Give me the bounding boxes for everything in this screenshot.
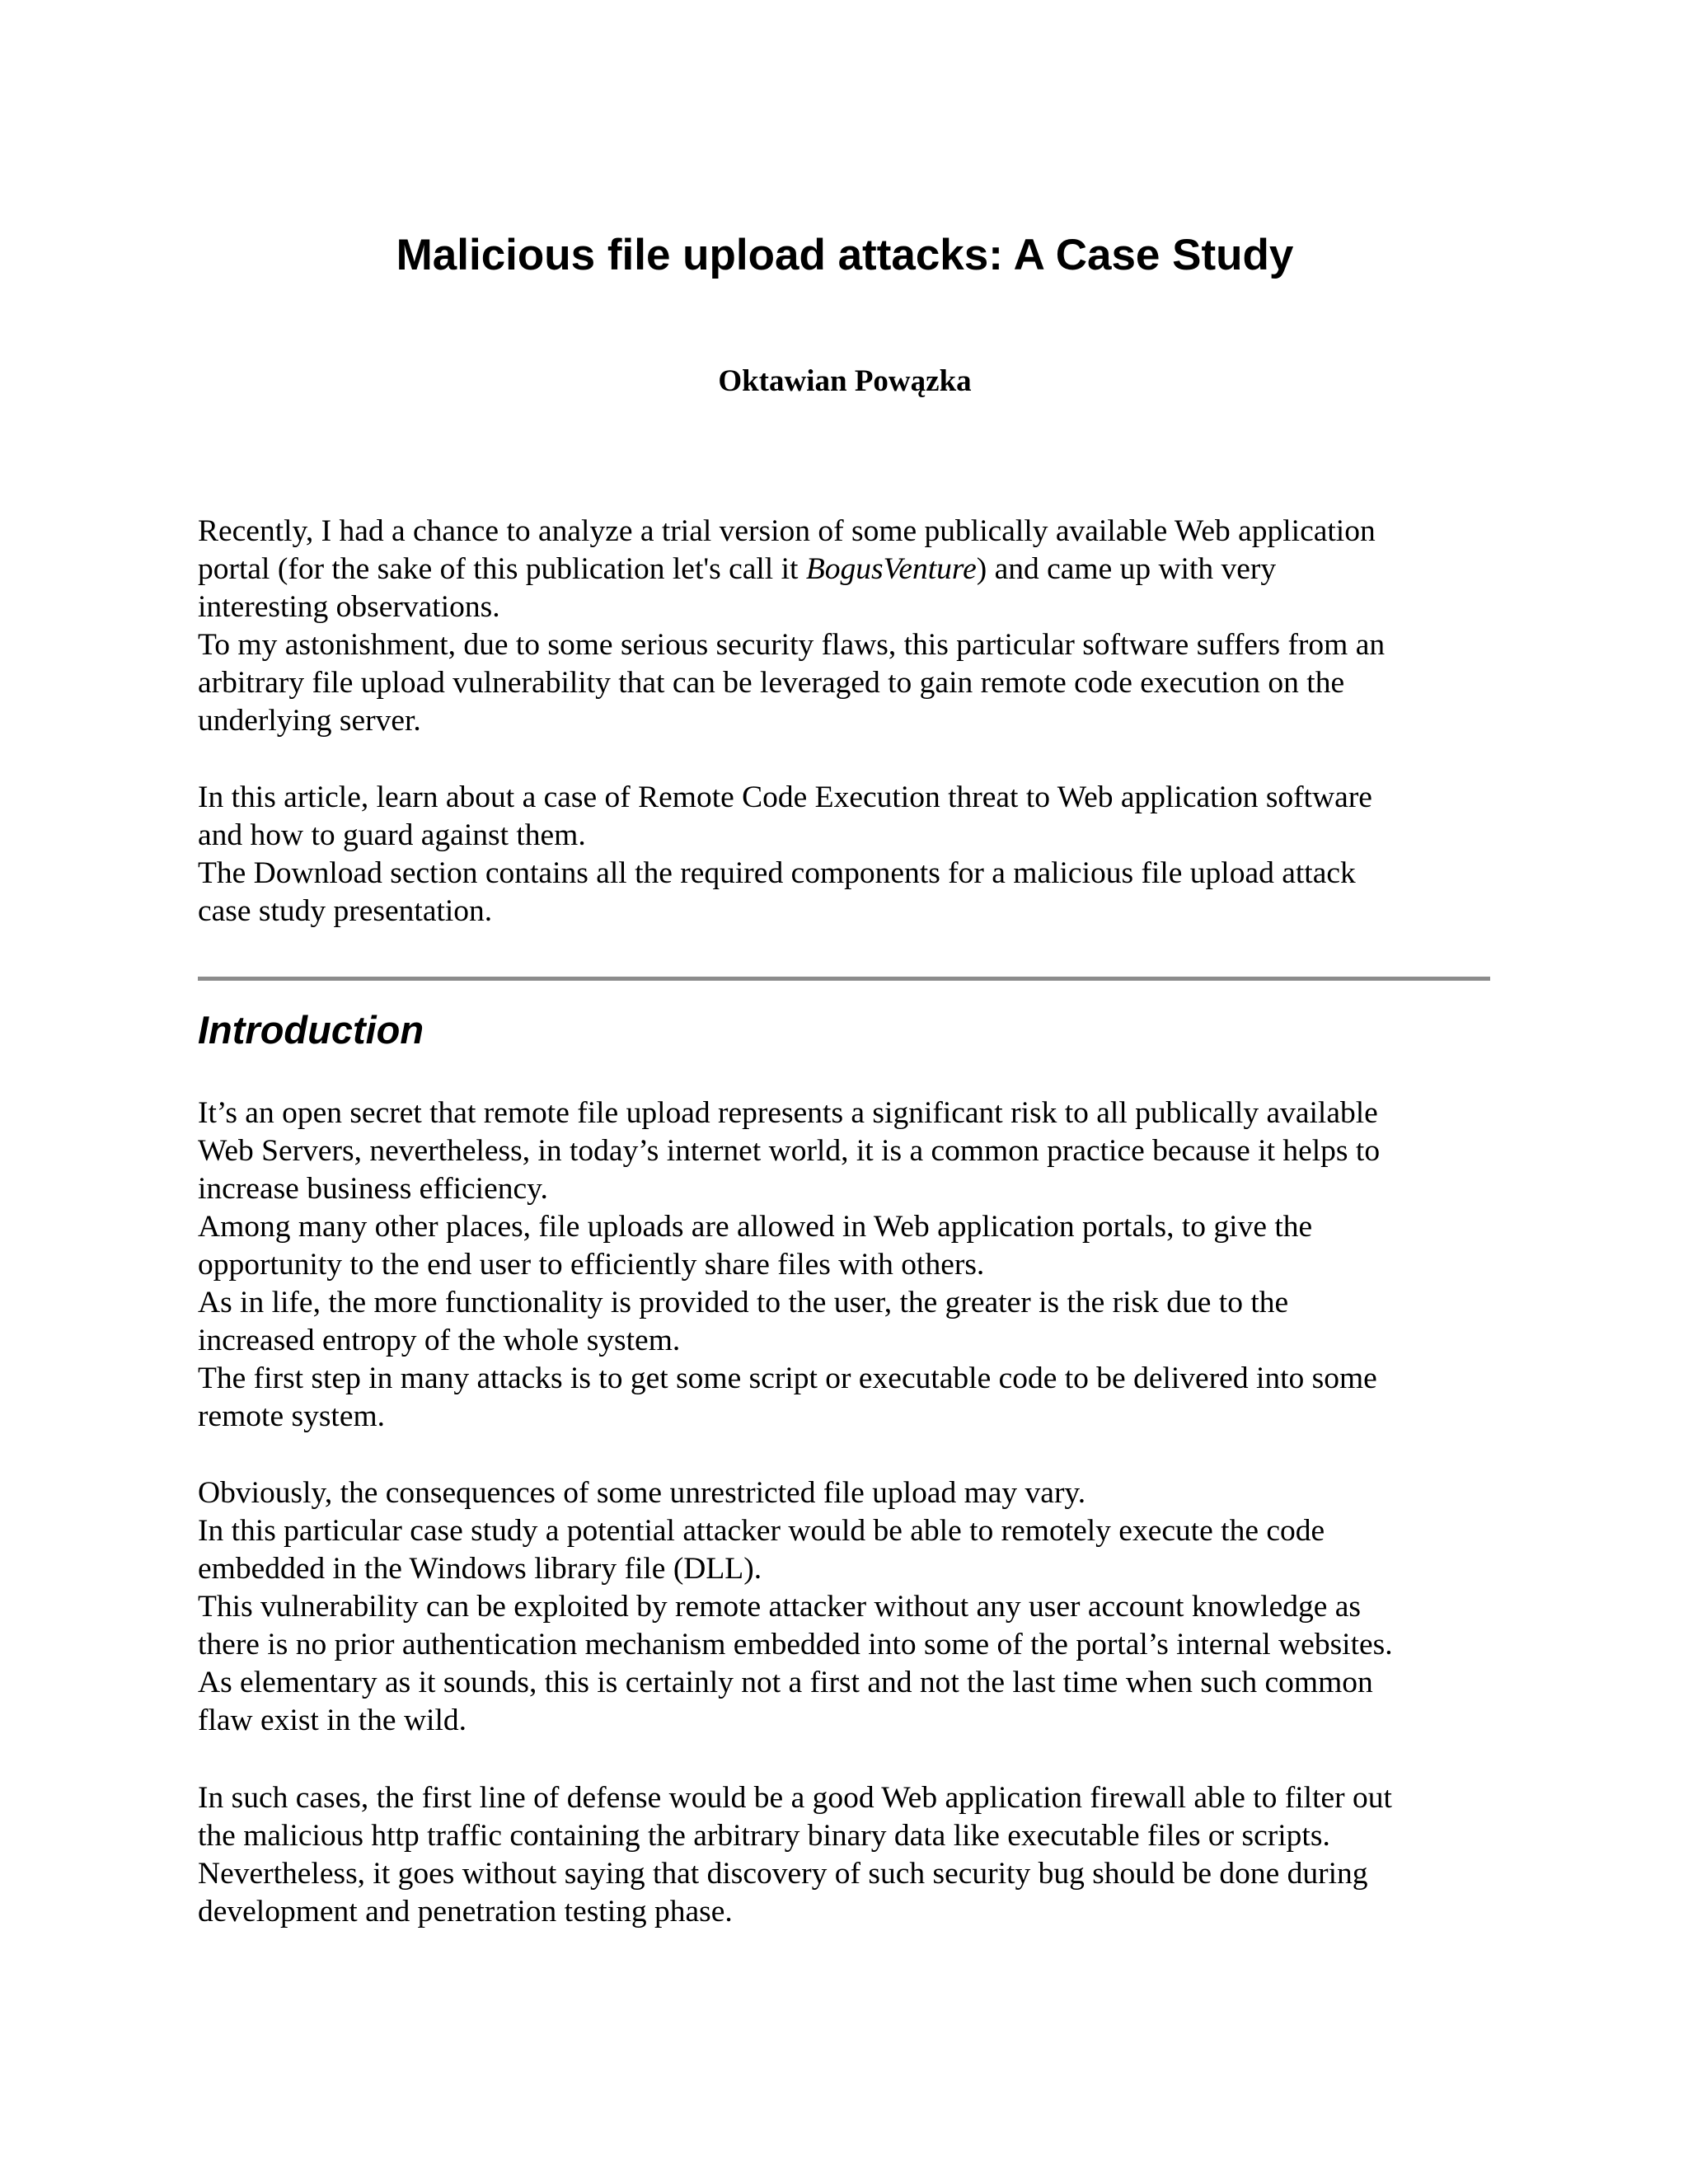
text-span: ) and came up with very <box>976 552 1277 586</box>
text-line: As elementary as it sounds, this is certainly not a first and not the last time when such common <box>198 1666 1373 1699</box>
section-heading: Introduction <box>198 1008 424 1052</box>
text-line: and how to guard against them. <box>198 818 586 852</box>
intro-paragraph-1 <box>198 513 1517 740</box>
text-line: This vulnerability can be exploited by remote attacker without any user account knowledge as <box>198 1590 1361 1624</box>
text-line <box>198 551 1517 588</box>
text-line: In this article, learn about a case of Remote Code Execution threat to Web application software <box>198 780 1372 814</box>
text-line: The Download section contains all the required components for a malicious file upload attack <box>198 856 1356 890</box>
text-line: As in life, the more functionality is provided to the user, the greater is the risk due to the <box>198 1286 1289 1319</box>
document-title: Malicious file upload attacks: A Case Study <box>396 231 1294 279</box>
text-line: Web Servers, nevertheless, in today’s internet world, it is a common practice because it helps to <box>198 1134 1381 1168</box>
intro-paragraph-2 <box>198 779 1517 930</box>
text-line: The first step in many attacks is to get some script or executable code to be delivered into some <box>198 1361 1377 1395</box>
text-span: portal (for the sake of this publication let's call it <box>198 552 806 586</box>
text-line: It’s an open secret that remote file upload represents a significant risk to all publically available <box>198 1096 1378 1130</box>
product-name: BogusVenture <box>805 552 977 586</box>
text-line: there is no prior authentication mechanism embedded into some of the portal’s internal websites. <box>198 1628 1393 1661</box>
introduction-paragraph-3 <box>198 1779 1517 1931</box>
text-line: underlying server. <box>198 704 421 738</box>
text-line: increase business efficiency. <box>198 1172 548 1206</box>
text-line: Among many other places, file uploads are allowed in Web application portals, to give the <box>198 1210 1313 1244</box>
horizontal-divider <box>198 977 1490 981</box>
text-line: Nevertheless, it goes without saying that discovery of such security bug should be done during <box>198 1857 1368 1891</box>
text-line: opportunity to the end user to efficiently share files with others. <box>198 1248 985 1282</box>
text-line: remote system. <box>198 1399 386 1433</box>
text-line: increased entropy of the whole system. <box>198 1324 681 1357</box>
text-line: Recently, I had a chance to analyze a trial version of some publically available Web application <box>198 514 1376 548</box>
text-line: embedded in the Windows library file (DLL). <box>198 1552 762 1586</box>
introduction-paragraph-1 <box>198 1094 1517 1436</box>
text-line: interesting observations. <box>198 590 500 624</box>
author-name: Oktawian Powązka <box>718 364 972 398</box>
text-line: the malicious http traffic containing the arbitrary binary data like executable files or scripts. <box>198 1819 1330 1853</box>
text-line: Obviously, the consequences of some unrestricted file upload may vary. <box>198 1476 1086 1510</box>
text-line: case study presentation. <box>198 894 493 928</box>
introduction-paragraph-2 <box>198 1474 1517 1740</box>
text-line: In this particular case study a potential attacker would be able to remotely execute the code <box>198 1514 1325 1548</box>
text-line: arbitrary file upload vulnerability that can be leveraged to gain remote code execution on the <box>198 666 1345 700</box>
text-line: flaw exist in the wild. <box>198 1704 467 1737</box>
text-line: development and penetration testing phase. <box>198 1895 733 1929</box>
text-line: To my astonishment, due to some serious security flaws, this particular software suffers from an <box>198 628 1386 662</box>
text-line: In such cases, the first line of defense would be a good Web application firewall able to filter out <box>198 1781 1392 1815</box>
